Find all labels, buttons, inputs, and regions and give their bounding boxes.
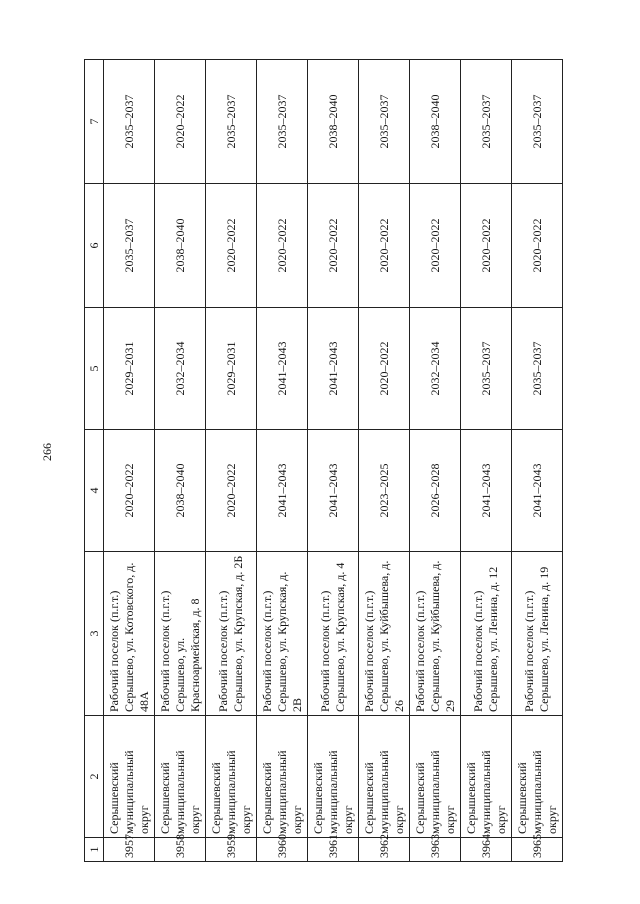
table-row: [206, 60, 257, 862]
header-cell: 4: [85, 430, 104, 552]
table-row: [410, 60, 461, 862]
cell-c4: 2041–2043: [512, 430, 563, 552]
cell-address: Рабочий поселок (п.г.т.) Серышево, ул. Красноармейская, д. 8: [155, 552, 206, 716]
cell-c5: 2020–2022: [359, 308, 410, 430]
cell-num: 3960: [257, 838, 308, 862]
cell-c6: 2020–2022: [359, 184, 410, 308]
cell-district: Серышевский муниципальный округ: [104, 716, 155, 838]
table-row: [308, 60, 359, 862]
cell-c5: 2035–2037: [461, 308, 512, 430]
cell-c7: 2035–2037: [257, 60, 308, 184]
table-row: [155, 60, 206, 862]
cell-num: 3965: [512, 838, 563, 862]
cell-c6: 2035–2037: [104, 184, 155, 308]
header-cell: 7: [85, 60, 104, 184]
cell-c4: 2023–2025: [359, 430, 410, 552]
cell-address: Рабочий поселок (п.г.т.) Серышево, ул. Крупская, д. 2В: [257, 552, 308, 716]
cell-c7: 2020–2022: [155, 60, 206, 184]
cell-c7: 2035–2037: [206, 60, 257, 184]
cell-district: Серышевский муниципальный округ: [410, 716, 461, 838]
cell-c6: 2020–2022: [410, 184, 461, 308]
cell-address: Рабочий поселок (п.г.т.) Серышево, ул. Котовского, д. 48А: [104, 552, 155, 716]
cell-district: Серышевский муниципальный округ: [206, 716, 257, 838]
cell-address: Рабочий поселок (п.г.т.) Серышево, ул. Ленина, д. 19: [512, 552, 563, 716]
cell-num: 3957: [104, 838, 155, 862]
cell-address: Рабочий поселок (п.г.т.) Серышево, ул. Куйбышева, д. 26: [359, 552, 410, 716]
table-row: [512, 60, 563, 862]
cell-c5: 2041–2043: [257, 308, 308, 430]
cell-c6: 2020–2022: [461, 184, 512, 308]
cell-c4: 2026–2028: [410, 430, 461, 552]
cell-c4: 2020–2022: [104, 430, 155, 552]
cell-address: Рабочий поселок (п.г.т.) Серышево, ул. Крупская, д. 4: [308, 552, 359, 716]
cell-c7: 2038–2040: [410, 60, 461, 184]
cell-num: 3959: [206, 838, 257, 862]
cell-c5: 2032–2034: [155, 308, 206, 430]
cell-c4: 2020–2022: [206, 430, 257, 552]
cell-c5: 2035–2037: [512, 308, 563, 430]
rotated-table-container: [84, 60, 612, 862]
table-row: [461, 60, 512, 862]
table-row: [359, 60, 410, 862]
cell-num: 3962: [359, 838, 410, 862]
cell-c7: 2038–2040: [308, 60, 359, 184]
cell-c7: 2035–2037: [104, 60, 155, 184]
data-table: [84, 59, 563, 862]
table-row: [104, 60, 155, 862]
cell-num: 3961: [308, 838, 359, 862]
cell-c5: 2041–2043: [308, 308, 359, 430]
cell-num: 3958: [155, 838, 206, 862]
cell-c4: 2041–2043: [308, 430, 359, 552]
cell-address: Рабочий поселок (п.г.т.) Серышево, ул. Ленина, д. 12: [461, 552, 512, 716]
cell-c4: 2038–2040: [155, 430, 206, 552]
cell-c7: 2035–2037: [359, 60, 410, 184]
cell-c6: 2020–2022: [512, 184, 563, 308]
cell-district: Серышевский муниципальный округ: [155, 716, 206, 838]
cell-c5: 2029–2031: [206, 308, 257, 430]
cell-c6: 2020–2022: [308, 184, 359, 308]
cell-c6: 2038–2040: [155, 184, 206, 308]
cell-c4: 2041–2043: [461, 430, 512, 552]
header-cell: 6: [85, 184, 104, 308]
cell-c5: 2032–2034: [410, 308, 461, 430]
cell-c4: 2041–2043: [257, 430, 308, 552]
cell-num: 3963: [410, 838, 461, 862]
header-cell: 2: [85, 716, 104, 838]
page-number: 266: [39, 443, 54, 461]
cell-c7: 2035–2037: [512, 60, 563, 184]
cell-address: Рабочий поселок (п.г.т.) Серышево, ул. Крупская, д. 2Б: [206, 552, 257, 716]
header-cell: 3: [85, 552, 104, 716]
cell-c6: 2020–2022: [206, 184, 257, 308]
header-cell: 5: [85, 308, 104, 430]
cell-address: Рабочий поселок (п.г.т.) Серышево, ул. Куйбышева, д. 29: [410, 552, 461, 716]
cell-c5: 2029–2031: [104, 308, 155, 430]
cell-district: Серышевский муниципальный округ: [359, 716, 410, 838]
cell-district: Серышевский муниципальный округ: [461, 716, 512, 838]
cell-num: 3964: [461, 838, 512, 862]
cell-district: Серышевский муниципальный округ: [308, 716, 359, 838]
cell-c6: 2020–2022: [257, 184, 308, 308]
header-cell: 1: [85, 838, 104, 862]
cell-district: Серышевский муниципальный округ: [512, 716, 563, 838]
table-row: [257, 60, 308, 862]
cell-district: Серышевский муниципальный округ: [257, 716, 308, 838]
cell-c7: 2035–2037: [461, 60, 512, 184]
header-row: [85, 60, 104, 862]
